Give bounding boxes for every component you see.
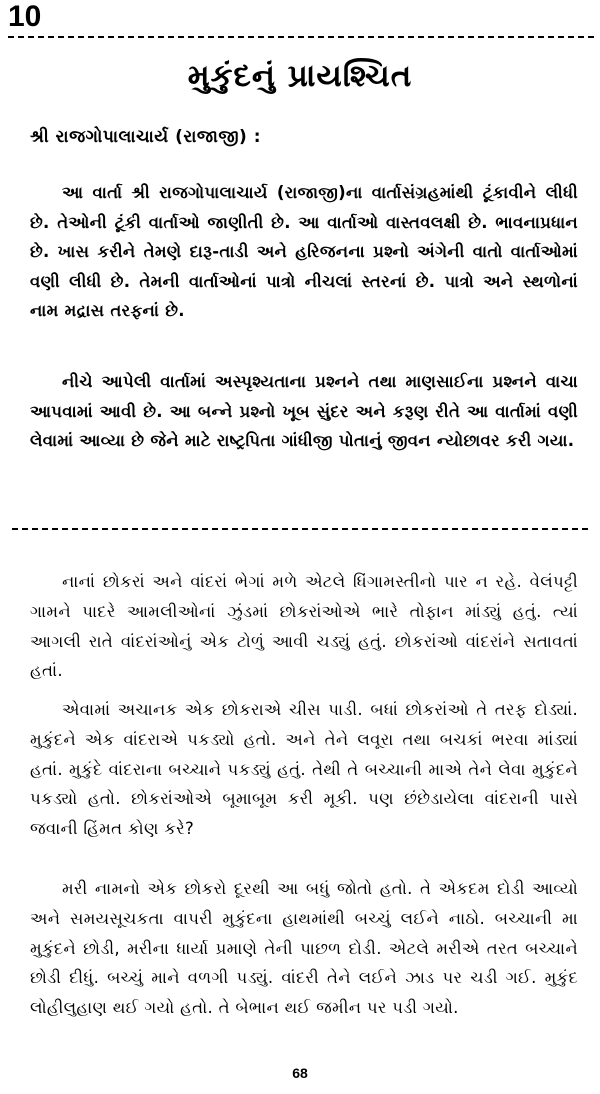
chapter-number: 10 [8, 0, 42, 33]
story-paragraph: નાનાં છોકરાં અને વાંદરાં ભેગાં મળે એટલે ધિંગામસ્તીનો પાર ન રહે. વેલંપટ્ટી ગામને પાદરે આમલીઓનાં ઝુંડમાં છોકરાંઓએ ભારે તોફાન માંડ્યું હતું. ત્યાં આગલી રાતે વાંદરાંઓનું એક ટોળું આવી ચડ્યું હતું. છોકરાંઓ વાંદરાંને સતાવતાં હતાં. [30, 572, 578, 681]
section-divider [12, 528, 588, 530]
intro-paragraph: આ વાર્તા શ્રી રાજગોપાલાચાર્ય (રાજાજી)ના વાર્તાસંગ્રહમાંથી ટૂંકાવીને લીધી છે. તેઓની ટૂંકી વાર્તાઓ જાણીતી છે. આ વાર્તાઓ વાસ્તવલક્ષી છે. ભાવનાપ્રધાન છે. ખાસ કરીને તેમણે દારૂ-તાડી અને હરિજનના પ્રશ્નો અંગેની વાતો વાર્તાઓમાં વણી લીધી છે. તેમની વાર્તાઓનાં પાત્રો નીચલાં સ્તરનાં છે. પાત્રો અને સ્થળોનાં નામ મદ્રાસ તરફનાં છે. [30, 183, 578, 320]
intro-paragraph: નીચે આપેલી વાર્તામાં અસ્પૃશ્યતાના પ્રશ્નને તથા માણસાઈના પ્રશ્નને વાચા આપવામાં આવી છે. આ બન્ને પ્રશ્નો ખૂબ સુંદર અને કરૂણ રીતે આ વાર્તામાં વણી લેવામાં આવ્યા છે જેને માટે રાષ્ટ્રપિતા ગાંધીજી પોતાનું જીવન ન્યોછાવર કરી ગયા. [30, 372, 578, 450]
story-paragraph: મરી નામનો એક છોકરો દૂરથી આ બધું જોતો હતો. તે એકદમ દોડી આવ્યો અને સમયસૂચકતા વાપરી મુકુંદના હાથમાંથી બચ્ચું લઈને નાઠો. બચ્ચાની મા મુકુંદને છોડી, મરીના ધાર્યા પ્રમાણે તેની પાછળ દોડી. એટલે મરીએ તરત બચ્ચાને છોડી દીધું. બચ્ચું માને વળગી પડ્યું. વાંદરી તેને લઈને ઝાડ પર ચડી ગઈ. મુકુંદ લોહીલુહાણ થઈ ગયો હતો. તે બેભાન થઈ જમીન પર પડી ગયો. [30, 879, 578, 1018]
story-paragraph: એવામાં અચાનક એક છોકરાએ ચીસ પાડી. બધાં છોકરાંઓ તે તરફ દોડ્યાં. મુકુંદને એક વાંદરાએ પકડ્યો હતો. અને તેને લવૂરા તથા બચકાં ભરવા માંડ્યાં હતાં. મુકુંદે વાંદરાના બચ્ચાને પકડ્યું હતું. તેથી તે બચ્ચાની માએ તેને લેવા મુકુંદને પકડ્યો હતો. છોકરાંઓએ બૂમાબૂમ કરી મૂકી. પણ છંછેડાયેલા વાંદરાની પાસે જવાની હિંમત કોણ કરે? [30, 700, 578, 839]
page-number: 68 [292, 1065, 308, 1081]
header-divider [8, 36, 594, 38]
story-title: મુકુંદનું પ્રાયશ્ચિત [187, 58, 413, 94]
author-line: શ્રી રાજગોપાલાચાર્ય (રાજાજી) : [30, 127, 262, 147]
